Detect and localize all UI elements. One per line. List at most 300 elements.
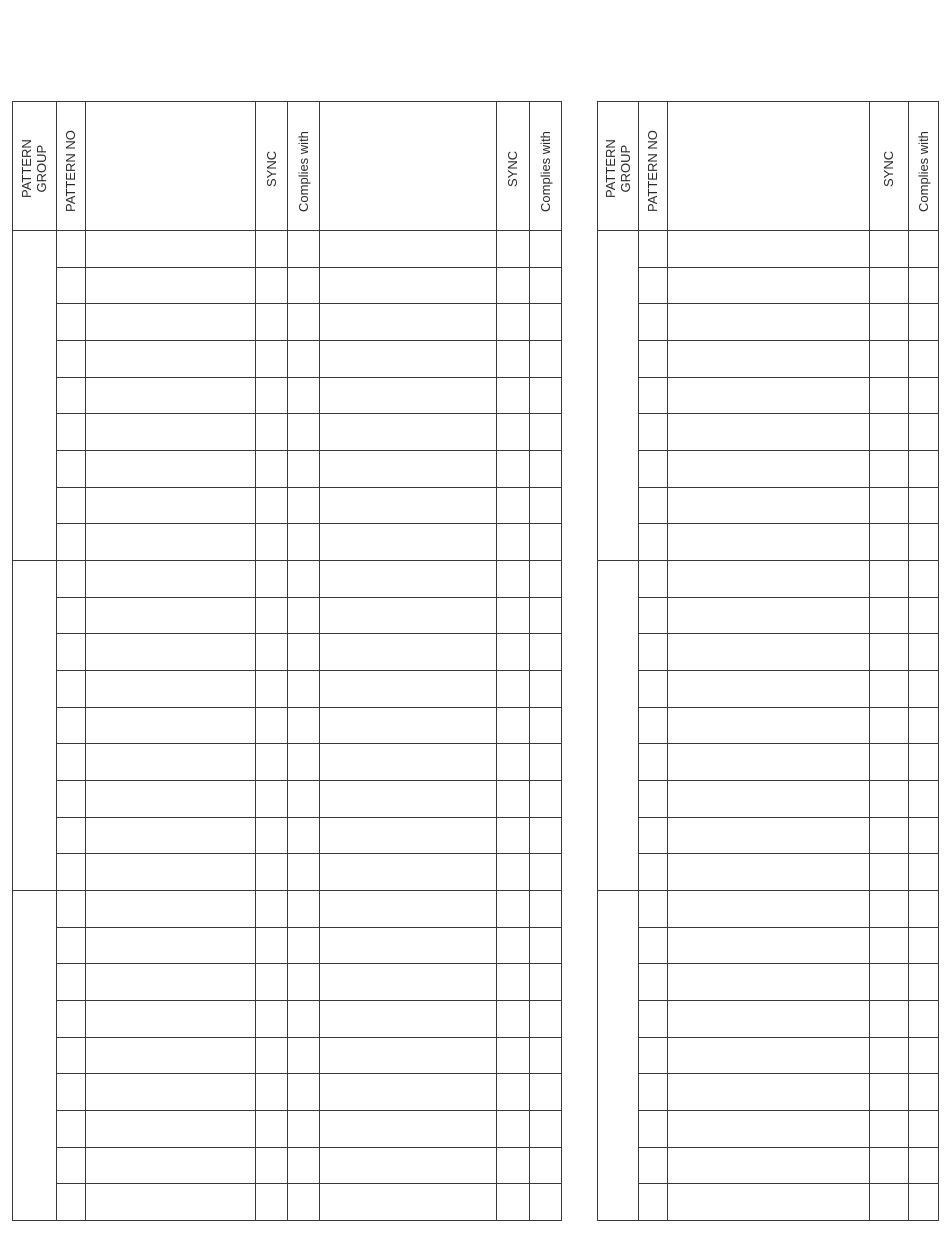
right-table-cell[interactable] bbox=[639, 341, 667, 377]
right-table-cell[interactable] bbox=[668, 1111, 869, 1147]
left-table-cell[interactable] bbox=[86, 414, 255, 450]
left-table-cell[interactable] bbox=[530, 341, 561, 377]
right-table-cell[interactable] bbox=[870, 268, 908, 304]
left-table-cell[interactable] bbox=[57, 341, 85, 377]
right-table-cell[interactable] bbox=[909, 671, 938, 707]
left-table-cell[interactable] bbox=[288, 708, 319, 744]
left-table-cell[interactable] bbox=[288, 524, 319, 560]
left-pattern-group-cell[interactable] bbox=[13, 891, 56, 1220]
left-table-cell[interactable] bbox=[530, 561, 561, 597]
left-table-cell[interactable] bbox=[497, 1001, 529, 1037]
right-table-cell[interactable] bbox=[870, 341, 908, 377]
right-table-cell[interactable] bbox=[909, 378, 938, 414]
left-table-cell[interactable] bbox=[320, 744, 496, 780]
left-table-cell[interactable] bbox=[57, 891, 85, 927]
left-table-cell[interactable] bbox=[288, 268, 319, 304]
left-table-cell[interactable] bbox=[530, 268, 561, 304]
left-table-cell[interactable] bbox=[57, 378, 85, 414]
left-table-cell[interactable] bbox=[530, 928, 561, 964]
left-table-cell[interactable] bbox=[57, 524, 85, 560]
left-table-cell[interactable] bbox=[530, 708, 561, 744]
left-table-cell[interactable] bbox=[288, 451, 319, 487]
left-table-cell[interactable] bbox=[497, 451, 529, 487]
left-table-cell[interactable] bbox=[57, 1038, 85, 1074]
left-table-cell[interactable] bbox=[86, 781, 255, 817]
left-table-cell[interactable] bbox=[256, 854, 287, 890]
left-table-cell[interactable] bbox=[57, 781, 85, 817]
left-table-cell[interactable] bbox=[530, 488, 561, 524]
left-table-cell[interactable] bbox=[497, 561, 529, 597]
right-table-cell[interactable] bbox=[909, 818, 938, 854]
left-table-cell[interactable] bbox=[320, 488, 496, 524]
left-table-cell[interactable] bbox=[288, 1111, 319, 1147]
left-table-cell[interactable] bbox=[256, 818, 287, 854]
left-table-cell[interactable] bbox=[86, 634, 255, 670]
left-table-cell[interactable] bbox=[57, 1001, 85, 1037]
right-table-cell[interactable] bbox=[639, 891, 667, 927]
right-table-cell[interactable] bbox=[639, 1184, 667, 1220]
left-table-cell[interactable] bbox=[497, 854, 529, 890]
right-table-cell[interactable] bbox=[870, 744, 908, 780]
left-table-cell[interactable] bbox=[288, 1074, 319, 1110]
left-table-cell[interactable] bbox=[320, 524, 496, 560]
left-table-cell[interactable] bbox=[86, 598, 255, 634]
left-table-cell[interactable] bbox=[256, 304, 287, 340]
left-table-cell[interactable] bbox=[57, 1184, 85, 1220]
left-table-cell[interactable] bbox=[288, 378, 319, 414]
left-table-cell[interactable] bbox=[57, 964, 85, 1000]
left-table-cell[interactable] bbox=[57, 634, 85, 670]
right-table-cell[interactable] bbox=[668, 1184, 869, 1220]
left-table-cell[interactable] bbox=[86, 708, 255, 744]
left-table-cell[interactable] bbox=[288, 1001, 319, 1037]
right-table-cell[interactable] bbox=[639, 268, 667, 304]
left-table-cell[interactable] bbox=[530, 818, 561, 854]
left-table-cell[interactable] bbox=[320, 451, 496, 487]
right-table-cell[interactable] bbox=[639, 781, 667, 817]
right-table-cell[interactable] bbox=[870, 891, 908, 927]
right-table-cell[interactable] bbox=[909, 268, 938, 304]
left-table-cell[interactable] bbox=[288, 891, 319, 927]
right-table-cell[interactable] bbox=[639, 488, 667, 524]
right-table-cell[interactable] bbox=[870, 1111, 908, 1147]
left-table-cell[interactable] bbox=[320, 1111, 496, 1147]
left-table-cell[interactable] bbox=[256, 1184, 287, 1220]
right-table-cell[interactable] bbox=[639, 818, 667, 854]
left-table-cell[interactable] bbox=[86, 378, 255, 414]
right-table-cell[interactable] bbox=[639, 744, 667, 780]
right-table-cell[interactable] bbox=[870, 231, 908, 267]
left-table-cell[interactable] bbox=[57, 414, 85, 450]
right-table-cell[interactable] bbox=[668, 744, 869, 780]
right-table-cell[interactable] bbox=[909, 598, 938, 634]
left-table-cell[interactable] bbox=[497, 414, 529, 450]
left-table-cell[interactable] bbox=[288, 634, 319, 670]
left-table-cell[interactable] bbox=[497, 488, 529, 524]
left-table-cell[interactable] bbox=[320, 634, 496, 670]
right-table-cell[interactable] bbox=[668, 1038, 869, 1074]
right-pattern-group-cell[interactable] bbox=[598, 561, 638, 890]
left-table-cell[interactable] bbox=[497, 818, 529, 854]
left-table-cell[interactable] bbox=[256, 1148, 287, 1184]
left-table-cell[interactable] bbox=[256, 488, 287, 524]
left-table-cell[interactable] bbox=[320, 671, 496, 707]
left-table-cell[interactable] bbox=[86, 1038, 255, 1074]
right-table-cell[interactable] bbox=[909, 414, 938, 450]
left-pattern-group-cell[interactable] bbox=[13, 561, 56, 890]
right-table-cell[interactable] bbox=[909, 524, 938, 560]
right-table-cell[interactable] bbox=[668, 1001, 869, 1037]
left-table-cell[interactable] bbox=[497, 341, 529, 377]
right-table-cell[interactable] bbox=[909, 781, 938, 817]
left-table-cell[interactable] bbox=[57, 1148, 85, 1184]
left-table-cell[interactable] bbox=[530, 1111, 561, 1147]
right-table-cell[interactable] bbox=[668, 341, 869, 377]
right-table-cell[interactable] bbox=[668, 891, 869, 927]
right-table-cell[interactable] bbox=[909, 964, 938, 1000]
right-table-cell[interactable] bbox=[870, 1001, 908, 1037]
right-table-cell[interactable] bbox=[639, 964, 667, 1000]
left-table-cell[interactable] bbox=[288, 488, 319, 524]
left-table-cell[interactable] bbox=[288, 1038, 319, 1074]
left-table-cell[interactable] bbox=[497, 1038, 529, 1074]
left-table-cell[interactable] bbox=[256, 414, 287, 450]
right-table-cell[interactable] bbox=[870, 304, 908, 340]
left-table-cell[interactable] bbox=[86, 671, 255, 707]
right-table-cell[interactable] bbox=[668, 928, 869, 964]
left-table-cell[interactable] bbox=[86, 231, 255, 267]
left-table-cell[interactable] bbox=[256, 1111, 287, 1147]
right-pattern-group-cell[interactable] bbox=[598, 231, 638, 560]
left-table-cell[interactable] bbox=[256, 671, 287, 707]
left-table-cell[interactable] bbox=[256, 1038, 287, 1074]
right-table-cell[interactable] bbox=[909, 708, 938, 744]
right-table-cell[interactable] bbox=[870, 488, 908, 524]
left-table-cell[interactable] bbox=[256, 231, 287, 267]
left-table-cell[interactable] bbox=[256, 524, 287, 560]
left-table-cell[interactable] bbox=[497, 708, 529, 744]
left-table-cell[interactable] bbox=[530, 304, 561, 340]
left-table-cell[interactable] bbox=[288, 598, 319, 634]
right-table-cell[interactable] bbox=[668, 304, 869, 340]
right-table-cell[interactable] bbox=[639, 1074, 667, 1110]
left-table-cell[interactable] bbox=[320, 928, 496, 964]
right-table-cell[interactable] bbox=[870, 414, 908, 450]
right-table-cell[interactable] bbox=[639, 854, 667, 890]
left-table-cell[interactable] bbox=[288, 561, 319, 597]
right-table-cell[interactable] bbox=[909, 891, 938, 927]
left-table-cell[interactable] bbox=[320, 1184, 496, 1220]
right-table-cell[interactable] bbox=[668, 1148, 869, 1184]
left-table-cell[interactable] bbox=[530, 1001, 561, 1037]
left-table-cell[interactable] bbox=[288, 231, 319, 267]
left-table-cell[interactable] bbox=[320, 964, 496, 1000]
right-table-cell[interactable] bbox=[639, 598, 667, 634]
right-table-cell[interactable] bbox=[909, 1074, 938, 1110]
left-table-cell[interactable] bbox=[320, 1148, 496, 1184]
right-table-cell[interactable] bbox=[909, 1148, 938, 1184]
right-table-cell[interactable] bbox=[870, 451, 908, 487]
left-table-cell[interactable] bbox=[256, 561, 287, 597]
left-table-cell[interactable] bbox=[497, 781, 529, 817]
left-table-cell[interactable] bbox=[320, 304, 496, 340]
right-table-cell[interactable] bbox=[639, 304, 667, 340]
right-table-cell[interactable] bbox=[668, 781, 869, 817]
left-table-cell[interactable] bbox=[530, 414, 561, 450]
left-table-cell[interactable] bbox=[256, 1001, 287, 1037]
left-table-cell[interactable] bbox=[530, 378, 561, 414]
left-table-cell[interactable] bbox=[57, 451, 85, 487]
left-pattern-group-cell[interactable] bbox=[13, 231, 56, 560]
left-table-cell[interactable] bbox=[288, 1184, 319, 1220]
right-table-cell[interactable] bbox=[639, 524, 667, 560]
right-table-cell[interactable] bbox=[639, 231, 667, 267]
right-table-cell[interactable] bbox=[639, 451, 667, 487]
left-table-cell[interactable] bbox=[320, 414, 496, 450]
right-table-cell[interactable] bbox=[639, 414, 667, 450]
left-table-cell[interactable] bbox=[497, 891, 529, 927]
left-table-cell[interactable] bbox=[530, 451, 561, 487]
left-table-cell[interactable] bbox=[320, 1074, 496, 1110]
left-table-cell[interactable] bbox=[86, 304, 255, 340]
left-table-cell[interactable] bbox=[497, 634, 529, 670]
right-table-cell[interactable] bbox=[909, 1111, 938, 1147]
left-table-cell[interactable] bbox=[57, 708, 85, 744]
left-table-cell[interactable] bbox=[320, 1001, 496, 1037]
left-table-cell[interactable] bbox=[57, 854, 85, 890]
left-table-cell[interactable] bbox=[57, 818, 85, 854]
left-table-cell[interactable] bbox=[86, 268, 255, 304]
left-table-cell[interactable] bbox=[530, 891, 561, 927]
left-table-cell[interactable] bbox=[57, 231, 85, 267]
right-table-cell[interactable] bbox=[639, 1001, 667, 1037]
left-table-cell[interactable] bbox=[497, 524, 529, 560]
left-table-cell[interactable] bbox=[86, 488, 255, 524]
left-table-cell[interactable] bbox=[86, 341, 255, 377]
left-table-cell[interactable] bbox=[320, 341, 496, 377]
left-table-cell[interactable] bbox=[497, 268, 529, 304]
left-table-cell[interactable] bbox=[530, 1074, 561, 1110]
right-table-cell[interactable] bbox=[639, 708, 667, 744]
right-table-cell[interactable] bbox=[909, 854, 938, 890]
left-table-cell[interactable] bbox=[320, 891, 496, 927]
left-table-cell[interactable] bbox=[256, 964, 287, 1000]
left-table-cell[interactable] bbox=[530, 231, 561, 267]
left-table-cell[interactable] bbox=[256, 928, 287, 964]
right-table-cell[interactable] bbox=[668, 414, 869, 450]
right-table-cell[interactable] bbox=[870, 524, 908, 560]
right-table-cell[interactable] bbox=[909, 304, 938, 340]
left-table-cell[interactable] bbox=[57, 671, 85, 707]
left-table-cell[interactable] bbox=[86, 744, 255, 780]
right-table-cell[interactable] bbox=[668, 451, 869, 487]
left-table-cell[interactable] bbox=[320, 268, 496, 304]
left-table-cell[interactable] bbox=[530, 671, 561, 707]
right-table-cell[interactable] bbox=[870, 598, 908, 634]
left-table-cell[interactable] bbox=[497, 378, 529, 414]
right-table-cell[interactable] bbox=[639, 634, 667, 670]
left-table-cell[interactable] bbox=[256, 891, 287, 927]
left-table-cell[interactable] bbox=[288, 1148, 319, 1184]
left-table-cell[interactable] bbox=[57, 488, 85, 524]
left-table-cell[interactable] bbox=[320, 598, 496, 634]
left-table-cell[interactable] bbox=[288, 818, 319, 854]
left-table-cell[interactable] bbox=[497, 964, 529, 1000]
left-table-cell[interactable] bbox=[256, 781, 287, 817]
right-table-cell[interactable] bbox=[668, 1074, 869, 1110]
left-table-cell[interactable] bbox=[530, 1038, 561, 1074]
left-table-cell[interactable] bbox=[497, 1111, 529, 1147]
left-table-cell[interactable] bbox=[86, 891, 255, 927]
left-table-cell[interactable] bbox=[86, 1111, 255, 1147]
left-table-cell[interactable] bbox=[497, 928, 529, 964]
right-table-cell[interactable] bbox=[870, 818, 908, 854]
right-table-cell[interactable] bbox=[870, 671, 908, 707]
left-table-cell[interactable] bbox=[320, 781, 496, 817]
left-table-cell[interactable] bbox=[530, 964, 561, 1000]
right-table-cell[interactable] bbox=[639, 1111, 667, 1147]
left-table-cell[interactable] bbox=[530, 1148, 561, 1184]
right-table-cell[interactable] bbox=[668, 561, 869, 597]
left-table-cell[interactable] bbox=[530, 854, 561, 890]
right-table-cell[interactable] bbox=[870, 781, 908, 817]
right-table-cell[interactable] bbox=[909, 488, 938, 524]
left-table-cell[interactable] bbox=[320, 818, 496, 854]
left-table-cell[interactable] bbox=[288, 928, 319, 964]
right-table-cell[interactable] bbox=[909, 1038, 938, 1074]
left-table-cell[interactable] bbox=[256, 451, 287, 487]
right-table-cell[interactable] bbox=[639, 561, 667, 597]
left-table-cell[interactable] bbox=[288, 964, 319, 1000]
left-table-cell[interactable] bbox=[57, 561, 85, 597]
left-table-cell[interactable] bbox=[57, 1074, 85, 1110]
left-table-cell[interactable] bbox=[530, 634, 561, 670]
left-table-cell[interactable] bbox=[256, 341, 287, 377]
right-table-cell[interactable] bbox=[870, 854, 908, 890]
left-table-cell[interactable] bbox=[320, 231, 496, 267]
left-table-cell[interactable] bbox=[320, 378, 496, 414]
right-table-cell[interactable] bbox=[909, 231, 938, 267]
left-table-cell[interactable] bbox=[256, 1074, 287, 1110]
right-table-cell[interactable] bbox=[870, 1038, 908, 1074]
left-table-cell[interactable] bbox=[86, 524, 255, 560]
right-table-cell[interactable] bbox=[909, 928, 938, 964]
left-table-cell[interactable] bbox=[320, 561, 496, 597]
left-table-cell[interactable] bbox=[57, 928, 85, 964]
left-table-cell[interactable] bbox=[256, 708, 287, 744]
left-table-cell[interactable] bbox=[288, 744, 319, 780]
left-table-cell[interactable] bbox=[497, 304, 529, 340]
left-table-cell[interactable] bbox=[57, 598, 85, 634]
left-table-cell[interactable] bbox=[320, 854, 496, 890]
left-table-cell[interactable] bbox=[530, 744, 561, 780]
right-table-cell[interactable] bbox=[909, 451, 938, 487]
left-table-cell[interactable] bbox=[288, 671, 319, 707]
left-table-cell[interactable] bbox=[86, 818, 255, 854]
right-table-cell[interactable] bbox=[668, 671, 869, 707]
right-table-cell[interactable] bbox=[909, 1001, 938, 1037]
left-table-cell[interactable] bbox=[288, 781, 319, 817]
right-table-cell[interactable] bbox=[639, 378, 667, 414]
right-table-cell[interactable] bbox=[870, 1148, 908, 1184]
left-table-cell[interactable] bbox=[497, 231, 529, 267]
left-table-cell[interactable] bbox=[256, 598, 287, 634]
right-table-cell[interactable] bbox=[668, 964, 869, 1000]
left-table-cell[interactable] bbox=[256, 744, 287, 780]
left-table-cell[interactable] bbox=[86, 854, 255, 890]
left-table-cell[interactable] bbox=[57, 1111, 85, 1147]
right-table-cell[interactable] bbox=[870, 928, 908, 964]
left-table-cell[interactable] bbox=[497, 1148, 529, 1184]
left-table-cell[interactable] bbox=[288, 854, 319, 890]
left-table-cell[interactable] bbox=[497, 1074, 529, 1110]
right-table-cell[interactable] bbox=[639, 1038, 667, 1074]
left-table-cell[interactable] bbox=[57, 304, 85, 340]
left-table-cell[interactable] bbox=[320, 708, 496, 744]
left-table-cell[interactable] bbox=[497, 1184, 529, 1220]
right-table-cell[interactable] bbox=[870, 561, 908, 597]
left-table-cell[interactable] bbox=[86, 964, 255, 1000]
right-table-cell[interactable] bbox=[668, 598, 869, 634]
right-table-cell[interactable] bbox=[870, 964, 908, 1000]
right-table-cell[interactable] bbox=[870, 708, 908, 744]
right-table-cell[interactable] bbox=[909, 561, 938, 597]
left-table-cell[interactable] bbox=[530, 524, 561, 560]
right-table-cell[interactable] bbox=[668, 231, 869, 267]
right-table-cell[interactable] bbox=[668, 634, 869, 670]
right-table-cell[interactable] bbox=[668, 854, 869, 890]
right-table-cell[interactable] bbox=[909, 744, 938, 780]
left-table-cell[interactable] bbox=[86, 1001, 255, 1037]
left-table-cell[interactable] bbox=[57, 744, 85, 780]
left-table-cell[interactable] bbox=[86, 1074, 255, 1110]
left-table-cell[interactable] bbox=[288, 304, 319, 340]
right-table-cell[interactable] bbox=[909, 634, 938, 670]
right-table-cell[interactable] bbox=[870, 1184, 908, 1220]
left-table-cell[interactable] bbox=[256, 634, 287, 670]
right-pattern-group-cell[interactable] bbox=[598, 891, 638, 1220]
right-table-cell[interactable] bbox=[668, 818, 869, 854]
right-table-cell[interactable] bbox=[668, 378, 869, 414]
right-table-cell[interactable] bbox=[668, 268, 869, 304]
right-table-cell[interactable] bbox=[668, 488, 869, 524]
left-table-cell[interactable] bbox=[288, 341, 319, 377]
left-table-cell[interactable] bbox=[86, 1148, 255, 1184]
left-table-cell[interactable] bbox=[57, 268, 85, 304]
right-table-cell[interactable] bbox=[639, 1148, 667, 1184]
right-table-cell[interactable] bbox=[870, 378, 908, 414]
right-table-cell[interactable] bbox=[639, 671, 667, 707]
right-table-cell[interactable] bbox=[909, 341, 938, 377]
left-table-cell[interactable] bbox=[86, 561, 255, 597]
left-table-cell[interactable] bbox=[86, 928, 255, 964]
right-table-cell[interactable] bbox=[639, 928, 667, 964]
left-table-cell[interactable] bbox=[497, 598, 529, 634]
right-table-cell[interactable] bbox=[870, 634, 908, 670]
left-table-cell[interactable] bbox=[86, 451, 255, 487]
left-table-cell[interactable] bbox=[497, 671, 529, 707]
left-table-cell[interactable] bbox=[256, 268, 287, 304]
left-table-cell[interactable] bbox=[530, 598, 561, 634]
left-table-cell[interactable] bbox=[530, 781, 561, 817]
left-table-cell[interactable] bbox=[256, 378, 287, 414]
left-table-cell[interactable] bbox=[530, 1184, 561, 1220]
left-table-cell[interactable] bbox=[86, 1184, 255, 1220]
left-table-cell[interactable] bbox=[320, 1038, 496, 1074]
right-table-cell[interactable] bbox=[668, 708, 869, 744]
right-table-cell[interactable] bbox=[909, 1184, 938, 1220]
right-table-cell[interactable] bbox=[668, 524, 869, 560]
